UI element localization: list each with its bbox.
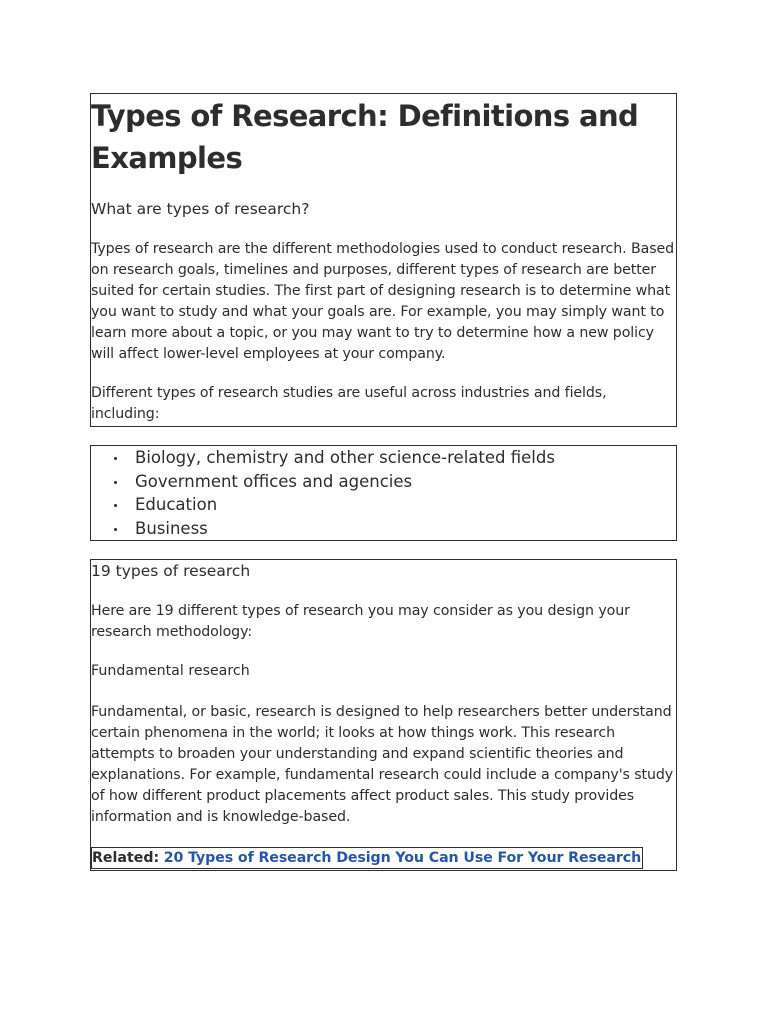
intro-section <box>90 93 677 427</box>
list-item <box>91 517 676 541</box>
types-intro-paragraph: Here are 19 different types of research you may consider as you design your research methodology: <box>91 603 630 640</box>
list-item <box>91 446 676 470</box>
intro-paragraph: Types of research are the different methodologies used to conduct research. Based on research goals, timelines and purposes, different types of research are better suited for certain studies. The first part of designing research is to determine what you want to study and what your goals are. For example, you may simply want to learn more about a topic, or you may want to try to determine how a new policy will affect lower-level employees at your company. <box>91 241 675 362</box>
section-heading-what-are-types: What are types of research? <box>91 200 310 218</box>
section-heading-19-types: 19 types of research <box>91 562 251 580</box>
bullet-icon <box>114 481 117 484</box>
related-row <box>91 847 676 869</box>
list-item-label: Government offices and agencies <box>135 471 413 491</box>
list-item <box>91 493 676 517</box>
bullet-icon <box>114 528 117 531</box>
bullet-icon <box>114 457 117 460</box>
list-item-label: Education <box>135 495 218 515</box>
types-of-research-section <box>90 559 677 871</box>
page-title: Types of Research: Definitions and Examples <box>91 99 639 175</box>
list-item <box>91 470 676 494</box>
related-link-box <box>91 847 643 869</box>
bullet-icon <box>114 504 117 507</box>
list-item-label: Business <box>135 519 208 539</box>
industries-list-section <box>90 445 677 541</box>
related-article-link[interactable]: 20 Types of Research Design You Can Use For Your Research <box>163 850 642 866</box>
subheading-fundamental-research: Fundamental research <box>91 663 250 679</box>
list-item-label: Biology, chemistry and other science-related fields <box>135 448 555 467</box>
industries-intro-paragraph: Different types of research studies are useful across industries and fields, including: <box>91 385 607 422</box>
related-label: Related: <box>92 850 160 866</box>
industries-list <box>91 446 676 541</box>
fundamental-research-paragraph: Fundamental, or basic, research is designed to help researchers better understand certain phenomena in the world; it looks at how things work. This research attempts to broaden your understanding and expand scientific theories and explanations. For example, fundamental research could include a company's study of how different product placements affect product sales. This study provides information and is knowledge-based. <box>91 704 674 825</box>
